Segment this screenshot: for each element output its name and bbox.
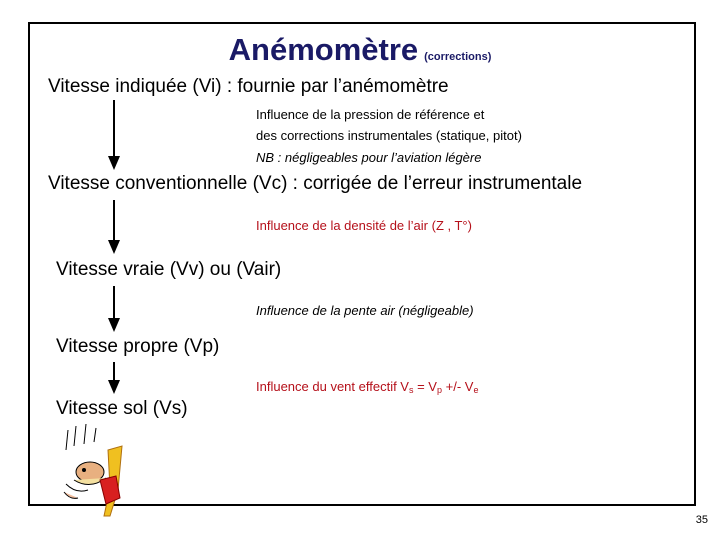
vent-op: +/- V (442, 379, 474, 394)
step-vs: Vitesse sol (Vs) (56, 398, 188, 419)
note-pente-text: Influence de la pente air (négligeable) (256, 303, 474, 318)
step-vi: Vitesse indiquée (Vi) : fournie par l’anémomètre (48, 76, 449, 97)
slide-title (0, 32, 720, 68)
vent-sub-s: s (408, 385, 414, 395)
page-number: 35 (695, 514, 708, 526)
pilot-cartoon-icon (60, 420, 140, 520)
vent-sub-e: e (473, 385, 479, 395)
title-sub: (corrections) (424, 51, 492, 63)
step-vc: Vitesse conventionnelle (Vc) : corrigée de l’erreur instrumentale (48, 173, 583, 194)
note-pression-3-text: NB : négligeables pour l’aviation légère (256, 150, 482, 165)
note-vent (256, 378, 478, 399)
note-pente (256, 302, 474, 320)
vent-prefix: Influence du vent effectif V (256, 379, 409, 394)
title-main: Anémomètre (228, 32, 419, 67)
vent-eq: = V (413, 379, 437, 394)
note-pression-1: Influence de la pression de référence et (256, 107, 485, 122)
vent-sub-p: p (436, 385, 442, 395)
step-vp: Vitesse propre (Vp) (56, 336, 220, 357)
arrow-down-icon (106, 200, 122, 256)
arrow-down-icon (106, 362, 122, 396)
note-pression-3 (256, 149, 481, 167)
arrow-down-icon (106, 286, 122, 334)
step-vv: Vitesse vraie (Vv) ou (Vair) (56, 259, 282, 280)
note-pression-2: des corrections instrumentales (statique, pitot) (256, 128, 522, 143)
note-densite: Influence de la densité de l’air (Z , T°) (256, 218, 472, 233)
arrow-down-icon (106, 100, 122, 172)
